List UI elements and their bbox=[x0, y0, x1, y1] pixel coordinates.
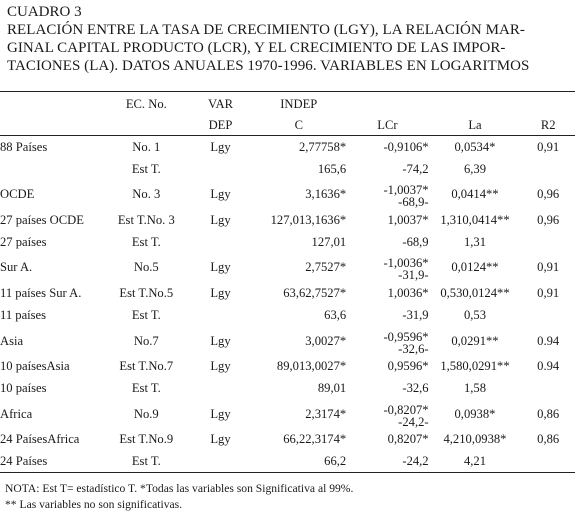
table-cell: 0,91 bbox=[537, 260, 560, 275]
table-row bbox=[0, 209, 575, 231]
table-cell bbox=[346, 180, 428, 209]
table-cell: 1,31 bbox=[463, 234, 486, 249]
table-cell: 10 países bbox=[0, 381, 47, 396]
header-row bbox=[0, 94, 575, 115]
table-cell: 1,0036* bbox=[387, 285, 429, 300]
table-cell: 88 Países bbox=[0, 139, 48, 154]
table-cell: -0,9106* bbox=[383, 139, 429, 154]
table-cell: Lgy bbox=[210, 359, 231, 374]
table-row bbox=[0, 451, 575, 473]
table-cell: 27 países OCDE bbox=[0, 212, 84, 227]
table-cell: Est T. bbox=[131, 308, 161, 323]
table-cell: Est T.No.9 bbox=[119, 432, 174, 447]
table-cell: No. 3 bbox=[132, 187, 161, 202]
table-cell bbox=[521, 304, 575, 326]
table-cell: Est T.No.5 bbox=[119, 285, 174, 300]
table-cell: 27 países bbox=[0, 234, 47, 249]
table-cell: 127,013,1636* bbox=[270, 212, 347, 227]
table-cell bbox=[346, 327, 428, 356]
table-cell: 4,21 bbox=[463, 454, 486, 469]
table-cell: 0,0938* bbox=[454, 406, 496, 421]
table-title-line-3: TACIONES (LA). DATOS ANUALES 1970-1996. VARIABLES EN LOGARITMOS bbox=[7, 58, 530, 74]
note-line-1: NOTA: Est T= estadístico T. *Todas las variables son Significativa al 99%. bbox=[5, 482, 354, 495]
header-cell: R2 bbox=[540, 118, 556, 132]
table-cell-value: -1,0037* bbox=[383, 183, 429, 198]
header-cell: EC. No. bbox=[125, 97, 167, 111]
table-cell: 1,580,0291** bbox=[440, 359, 510, 374]
table-title-line-1: RELACIÓN ENTRE LA TASA DE CRECIMIENTO (LGY), LA RELACIÓN MAR- bbox=[7, 22, 525, 38]
table-cell: 3,0027* bbox=[305, 333, 347, 348]
header-cell: DEP bbox=[208, 118, 233, 132]
table-cell bbox=[190, 451, 252, 473]
table-cell: Africa bbox=[0, 406, 33, 421]
table-cell: 0,96 bbox=[537, 187, 560, 202]
table-cell: 127,01 bbox=[311, 234, 347, 249]
table-cell: Lgy bbox=[210, 187, 231, 202]
table-cell: No. 1 bbox=[132, 139, 161, 154]
header-cell bbox=[103, 115, 190, 136]
table-cell: 63,62,7527* bbox=[283, 285, 347, 300]
table-notes bbox=[5, 481, 353, 513]
table-cell: 0,86 bbox=[537, 432, 560, 447]
table-row bbox=[0, 356, 575, 378]
table-cell bbox=[190, 304, 252, 326]
table-cell: 1,0037* bbox=[387, 212, 429, 227]
table-cell: OCDE bbox=[0, 187, 35, 202]
table-cell: 2,7527* bbox=[305, 260, 347, 275]
table-cell: Est T.No. 3 bbox=[117, 212, 175, 227]
table-cell-value: -0,8207* bbox=[383, 402, 429, 417]
table-cell bbox=[521, 231, 575, 253]
header-cell: INDEP bbox=[280, 97, 318, 111]
table-cell: -74,2 bbox=[402, 161, 429, 176]
table-cell: Lgy bbox=[210, 333, 231, 348]
table-cell: Est T.No.7 bbox=[119, 359, 174, 374]
table-cell: 1,58 bbox=[463, 381, 486, 396]
table-cell: Sur A. bbox=[0, 260, 33, 275]
table-header bbox=[7, 3, 572, 75]
table-cell-continuation: -32,6- bbox=[398, 341, 429, 356]
table-cell: No.9 bbox=[133, 406, 159, 421]
table-cell: 66,22,3174* bbox=[283, 432, 347, 447]
table-cell bbox=[521, 158, 575, 180]
table-cell: 2,77758* bbox=[298, 139, 347, 154]
regression-table bbox=[0, 94, 575, 473]
table-cell-value: -1,0036* bbox=[383, 256, 429, 271]
table-cell: 0,8207* bbox=[387, 432, 429, 447]
table-row bbox=[0, 136, 575, 158]
table-cell-value: -0,9596* bbox=[383, 329, 429, 344]
header-cell: C bbox=[294, 118, 303, 132]
table-cell: Lgy bbox=[210, 139, 231, 154]
header-cell bbox=[521, 94, 575, 115]
table-cell: No.7 bbox=[133, 333, 159, 348]
table-row bbox=[0, 429, 575, 451]
table-cell: Lgy bbox=[210, 212, 231, 227]
table-cell bbox=[521, 451, 575, 473]
header-cell: VAR bbox=[208, 97, 233, 111]
note-line-2: ** Las variables no son significativas. bbox=[5, 498, 183, 511]
table-cell: 63,6 bbox=[324, 308, 347, 323]
table-cell bbox=[190, 378, 252, 400]
table-body bbox=[0, 136, 575, 473]
table-cell: 89,013,0027* bbox=[276, 359, 347, 374]
table-cell: 0.94 bbox=[537, 333, 560, 348]
table-row bbox=[0, 400, 575, 429]
header-cell bbox=[429, 94, 522, 115]
table-title-line-2: GINAL CAPITAL PRODUCTO (LCR), Y EL CRECIMIENTO DE LAS IMPOR- bbox=[7, 40, 506, 56]
table-cell: 24 Países bbox=[0, 454, 48, 469]
table-cell: 0,86 bbox=[537, 406, 560, 421]
table-cell: 6,39 bbox=[463, 161, 486, 176]
table-cell: 89,01 bbox=[317, 381, 347, 396]
header-row bbox=[0, 115, 575, 136]
header-cell bbox=[0, 115, 103, 136]
table-cell bbox=[190, 231, 252, 253]
table-cell: 0,0291** bbox=[451, 333, 499, 348]
table-cell: 0.94 bbox=[537, 359, 560, 374]
top-rule bbox=[0, 91, 575, 92]
table-cell: Est T. bbox=[131, 234, 161, 249]
table-cell: 1,310,0414** bbox=[440, 212, 510, 227]
table-row bbox=[0, 253, 575, 282]
table-cell: 24 PaísesAfrica bbox=[0, 432, 80, 447]
table-cell: 4,210,0938* bbox=[443, 432, 507, 447]
header-cell bbox=[346, 94, 428, 115]
table-label: CUADRO 3 bbox=[7, 4, 82, 20]
table-cell: 10 paísesAsia bbox=[0, 359, 70, 374]
table-row bbox=[0, 378, 575, 400]
table-cell: 0,53 bbox=[463, 308, 486, 323]
table-cell bbox=[0, 158, 103, 180]
table-cell: 3,1636* bbox=[305, 187, 347, 202]
table-cell-continuation: -24,2- bbox=[398, 414, 429, 429]
table-cell: Est T. bbox=[131, 161, 161, 176]
table-cell: 11 países bbox=[0, 308, 47, 323]
table-row bbox=[0, 180, 575, 209]
table-row bbox=[0, 327, 575, 356]
table-cell: -32,6 bbox=[402, 381, 429, 396]
table-cell bbox=[346, 400, 428, 429]
table-row bbox=[0, 158, 575, 180]
table-cell: 0,96 bbox=[537, 212, 560, 227]
table-cell: 0,0414** bbox=[451, 187, 499, 202]
table-cell-continuation: -31,9- bbox=[398, 268, 429, 283]
table-cell: 0,9596* bbox=[387, 359, 429, 374]
table-row bbox=[0, 231, 575, 253]
table-cell bbox=[346, 253, 428, 282]
table-cell bbox=[521, 378, 575, 400]
table-cell: No.5 bbox=[133, 260, 159, 275]
table-cell: Lgy bbox=[210, 260, 231, 275]
header-cell: La bbox=[468, 118, 482, 132]
table-cell: 165,6 bbox=[317, 161, 347, 176]
table-cell: 0,91 bbox=[537, 285, 560, 300]
header-cell: LCr bbox=[377, 118, 398, 132]
table-cell bbox=[190, 158, 252, 180]
table-cell-continuation: -68,9- bbox=[398, 195, 429, 210]
table-cell: Lgy bbox=[210, 432, 231, 447]
table-row bbox=[0, 282, 575, 304]
table-cell: Asia bbox=[0, 333, 24, 348]
table-cell: -68,9 bbox=[402, 234, 429, 249]
table-cell: 2,3174* bbox=[305, 406, 347, 421]
table-cell: 0,0534* bbox=[454, 139, 496, 154]
header-cell bbox=[0, 94, 103, 115]
table-cell: 66,2 bbox=[324, 454, 347, 469]
table-cell: Est T. bbox=[131, 381, 161, 396]
table-cell: 11 países Sur A. bbox=[0, 285, 82, 300]
table-cell: -31,9 bbox=[402, 308, 429, 323]
table-cell: 0,0124** bbox=[451, 260, 499, 275]
table-cell: -24,2 bbox=[402, 454, 429, 469]
table-cell: Lgy bbox=[210, 406, 231, 421]
table-cell: Lgy bbox=[210, 285, 231, 300]
table-cell: 0,91 bbox=[537, 139, 560, 154]
table-cell: Est T. bbox=[131, 454, 161, 469]
table-cell: 0,530,0124** bbox=[440, 285, 510, 300]
table-row bbox=[0, 304, 575, 326]
